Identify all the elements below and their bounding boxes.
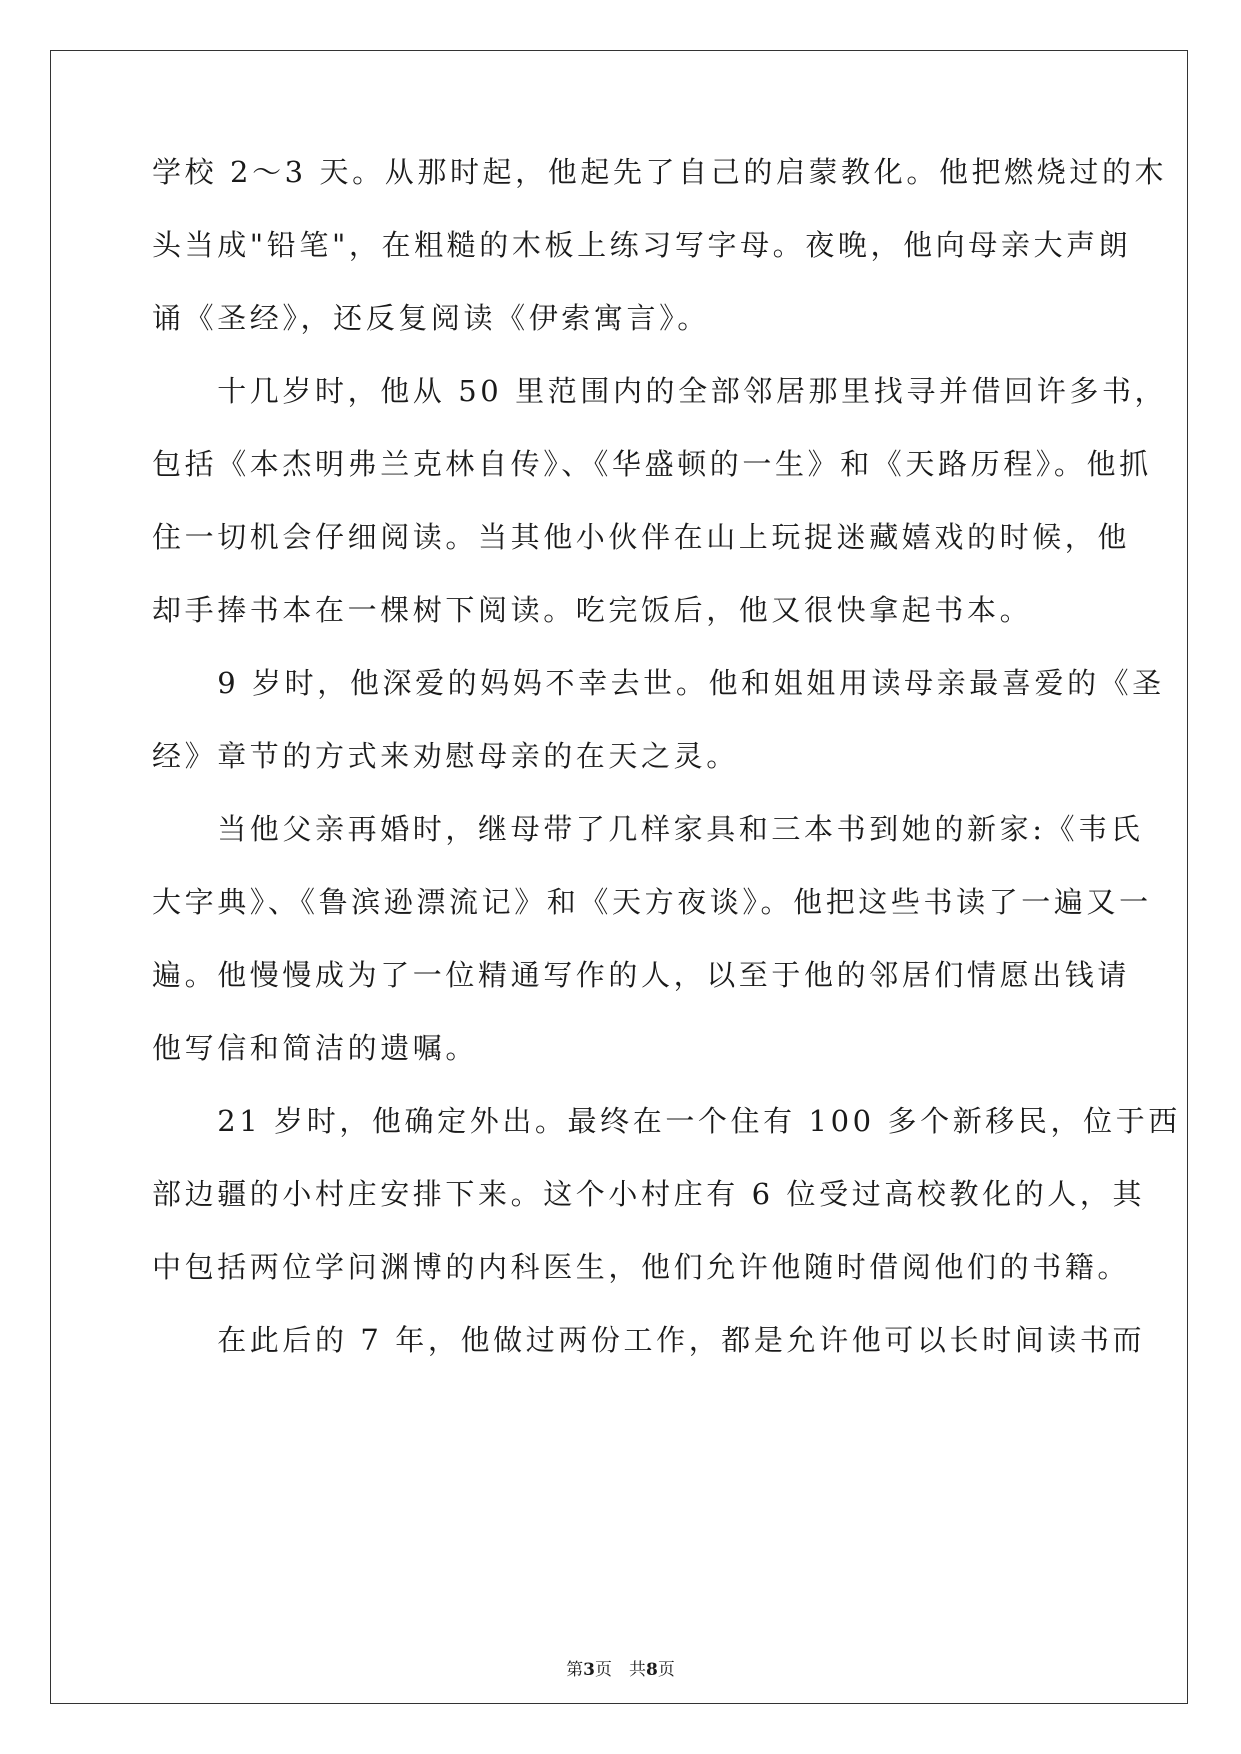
text-line: 9 岁时，他深爱的妈妈不幸去世。他和姐姐用读母亲最喜爱的《圣	[152, 666, 1165, 700]
text-line: 包括《本杰明弗兰克林自传》、《华盛顿的一生》和《天路历程》。他抓	[152, 447, 1152, 481]
text-line: 21 岁时，他确定外出。最终在一个住有 100 多个新移民，位于西	[152, 1104, 1181, 1138]
text-line: 却手捧书本在一棵树下阅读。吃完饭后，他又很快拿起书本。	[152, 593, 1033, 627]
text-line: 他写信和简洁的遗嘱。	[152, 1031, 479, 1065]
footer-page-total: 8	[646, 1660, 658, 1680]
footer-page-suffix: 页	[657, 1660, 675, 1680]
text-line: 遍。他慢慢成为了一位精通写作的人，以至于他的邻居们情愿出钱请	[152, 958, 1131, 992]
text-line: 诵《圣经》，还反复阅读《伊索寓言》。	[152, 301, 710, 335]
text-line: 经》章节的方式来劝慰母亲的在天之灵。	[152, 739, 739, 773]
page-footer	[0, 1658, 1241, 1682]
footer-page-current: 3	[583, 1660, 595, 1680]
footer-page-prefix: 第	[566, 1660, 584, 1680]
text-line: 当他父亲再婚时，继母带了几样家具和三本书到她的新家:《韦氏	[152, 812, 1144, 846]
text-line: 部边疆的小村庄安排下来。这个小村庄有 6 位受过高校教化的人，其	[152, 1177, 1146, 1211]
text-line: 大字典》、《鲁滨逊漂流记》和《天方夜谈》。他把这些书读了一遍又一	[152, 885, 1152, 919]
text-line: 住一切机会仔细阅读。当其他小伙伴在山上玩捉迷藏嬉戏的时候，他	[152, 520, 1131, 554]
text-line: 十几岁时，他从 50 里范围内的全部邻居那里找寻并借回许多书，	[152, 374, 1168, 408]
text-line: 学校 2～3 天。从那时起，他起先了自己的启蒙教化。他把燃烧过的木	[152, 155, 1168, 189]
text-line: 中包括两位学问渊博的内科医生，他们允许他随时借阅他们的书籍。	[152, 1250, 1131, 1284]
footer-page-mid: 页 共	[595, 1660, 646, 1680]
text-line: 在此后的 7 年，他做过两份工作，都是允许他可以长时间读书而	[152, 1323, 1146, 1357]
text-line: 头当成"铅笔"，在粗糙的木板上练习写字母。夜晚，他向母亲大声朗	[152, 228, 1132, 262]
